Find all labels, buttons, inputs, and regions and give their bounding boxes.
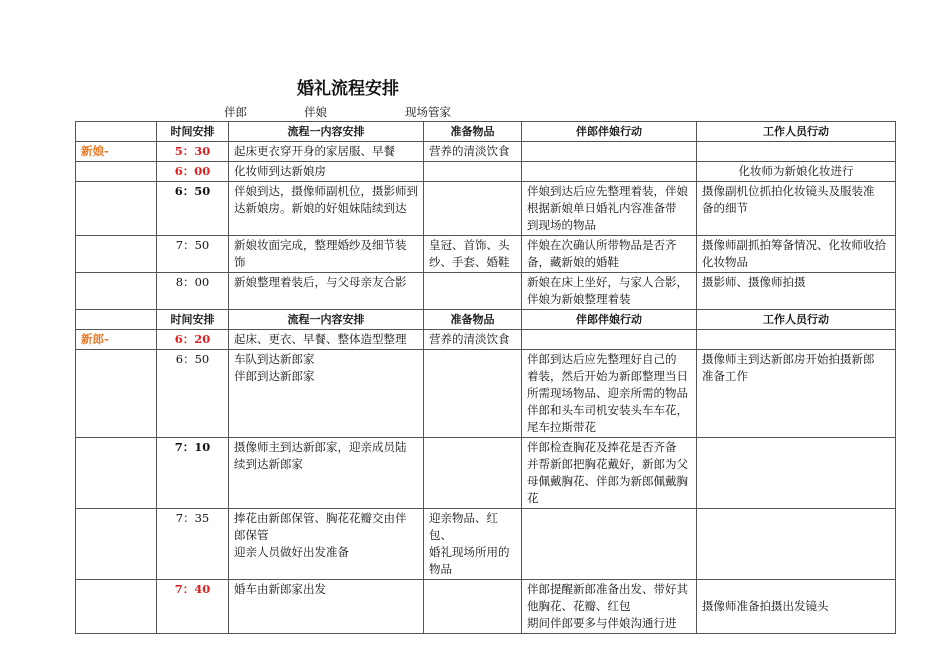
header-staff: 工作人员行动 [697,122,896,142]
header-items: 准备物品 [424,310,522,330]
attendants-cell: 新娘在床上坐好，与家人合影， 伴娘为新娘整理着装 [522,273,697,310]
attendants-cell: 伴郎到达后应先整理好自己的 着装，然后开始为新郎整理当日 所需现场物品、迎亲所需的物品 伴郎和头车司机安装头车车花， 尾车拉斯带花 [522,350,697,438]
table-row [76,350,896,438]
content-cell: 起床更衣穿开身的家居服、早餐 [229,142,424,162]
items-cell [424,273,522,310]
time-cell: 6：50 [157,350,229,438]
header-time: 时间安排 [157,122,229,142]
wedding-schedule-table [75,121,896,634]
content-cell: 起床、更衣、早餐、整体造型整理 [229,330,424,350]
time-cell: 7：40 [157,580,229,634]
items-cell [424,182,522,236]
table-row [76,182,896,236]
items-cell [424,162,522,182]
time-cell: 7：10 [157,438,229,509]
content-cell: 新娘整理着装后，与父母亲友合影 [229,273,424,310]
time-cell: 8：00 [157,273,229,310]
staff-cell: 摄像师准备拍摄出发镜头 [697,580,896,634]
staff-cell [697,438,896,509]
staff-cell: 摄影师、摄像师拍摄 [697,273,896,310]
staff-cell [697,509,896,580]
staff-cell: 摄像师副抓拍筹备情况、化妆师收拾 化妆物品 [697,236,896,273]
time-cell: 6：00 [157,162,229,182]
items-cell [424,350,522,438]
staff-cell: 化妆师为新娘化妆进行 [697,162,896,182]
attendants-cell: 伴娘到达后应先整理着装，伴娘 根据新娘单日婚礼内容准备带 到现场的物品 [522,182,697,236]
header-content: 流程一内容安排 [229,310,424,330]
header-time: 时间安排 [157,310,229,330]
attendants-cell [522,330,697,350]
content-cell: 新娘妆面完成，整理婚纱及细节装 饰 [229,236,424,273]
table-row [76,236,896,273]
items-cell: 皇冠、首饰、头 纱、手套、婚鞋 [424,236,522,273]
section-label-bride: 新娘- [76,142,157,162]
header-row [76,122,896,142]
table-row [76,273,896,310]
attendants-cell [522,162,697,182]
table-row [76,330,896,350]
header-row [76,310,896,330]
table-row [76,438,896,509]
time-cell: 5：30 [157,142,229,162]
time-cell: 7：35 [157,509,229,580]
content-cell: 伴娘到达，摄像师副机位，摄影师到 达新娘房。新娘的好姐妹陆续到达 [229,182,424,236]
page-title: 婚礼流程安排 [297,79,399,99]
role-site-manager: 现场管家 [405,105,451,119]
header-items: 准备物品 [424,122,522,142]
header-attendants: 伴郎伴娘行动 [522,310,697,330]
content-cell: 捧花由新郎保管、胸花花瓣交由伴 郎保管 迎亲人员做好出发准备 [229,509,424,580]
role-groomsman: 伴郎 [224,105,247,119]
content-cell: 车队到达新郎家 伴郎到达新郎家 [229,350,424,438]
table-row [76,162,896,182]
header-staff: 工作人员行动 [697,310,896,330]
time-cell: 6：50 [157,182,229,236]
role-bridesmaid: 伴娘 [304,105,327,119]
staff-cell: 摄像副机位抓拍化妆镜头及服装准 备的细节 [697,182,896,236]
items-cell [424,580,522,634]
table-row [76,580,896,634]
content-cell: 化妆师到达新娘房 [229,162,424,182]
header-content: 流程一内容安排 [229,122,424,142]
attendants-cell: 伴郎提醒新郎准备出发、带好其 他胸花、花瓣、红包 期间伴郎要多与伴娘沟通行进 [522,580,697,634]
staff-cell [697,142,896,162]
content-cell: 婚车由新郎家出发 [229,580,424,634]
table-row [76,509,896,580]
attendants-cell: 伴郎检查胸花及捧花是否齐备 并帮新郎把胸花戴好，新郎为父 母佩戴胸花、伴郎为新郎佩戴胸 花 [522,438,697,509]
items-cell [424,438,522,509]
attendants-cell [522,509,697,580]
content-cell: 摄像师主到达新郎家，迎亲成员陆 续到达新郎家 [229,438,424,509]
attendants-cell: 伴娘在次确认所带物品是否齐 备，藏新娘的婚鞋 [522,236,697,273]
items-cell: 营养的清淡饮食 [424,142,522,162]
items-cell: 营养的清淡饮食 [424,330,522,350]
attendants-cell [522,142,697,162]
header-attendants: 伴郎伴娘行动 [522,122,697,142]
time-cell: 6：20 [157,330,229,350]
time-cell: 7：50 [157,236,229,273]
section-label-groom: 新郎- [76,330,157,350]
table-row [76,142,896,162]
items-cell: 迎亲物品、红包、 婚礼现场所用的 物品 [424,509,522,580]
staff-cell: 摄像师主到达新郎房开始拍摄新郎 准备工作 [697,350,896,438]
staff-cell [697,330,896,350]
